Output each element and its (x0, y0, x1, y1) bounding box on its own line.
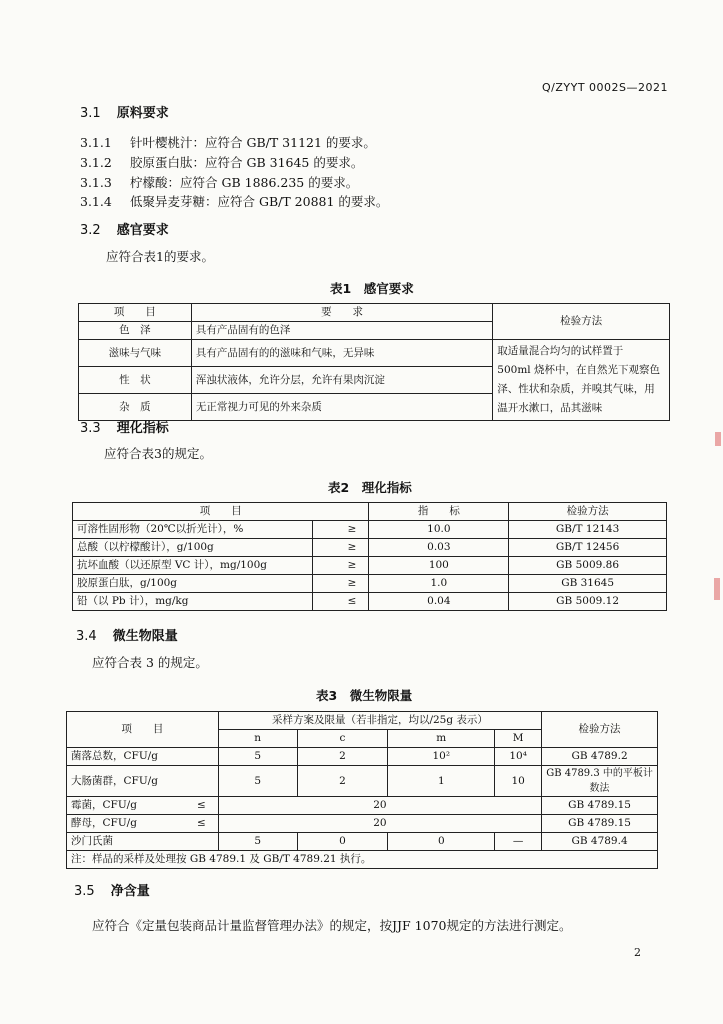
section-3-5-text: 应符合《定量包装商品计量监督管理办法》的规定，按JJF 1070规定的方法进行测定。 (92, 918, 572, 933)
section-3-1-heading (80, 102, 169, 121)
n-cell: 5 (218, 833, 297, 851)
method-line: 泽、性状和杂质，并嗅其气味，用 (497, 383, 655, 395)
subheader-n: n (218, 730, 297, 748)
item-cell: 胶原蛋白肽，g/100g (73, 575, 313, 593)
document-code: Q/ZYYT 0002S—2021 (542, 81, 669, 94)
stamp-edge-mark (714, 578, 720, 600)
table-row (73, 539, 667, 557)
section-number: 3.3 (80, 421, 101, 436)
section-3-5-heading (74, 880, 150, 899)
clause-number: 3.1.3 (80, 175, 112, 190)
table-row (67, 748, 658, 766)
table-1-sensory (78, 303, 670, 421)
method-cell: GB/T 12456 (509, 539, 667, 557)
table-note: 注：样品的采样及处理按 GB 4789.1 及 GB/T 4789.21 执行。 (67, 851, 658, 869)
clause-3-1-1 (80, 133, 376, 151)
section-3-4-text: 应符合表 3 的规定。 (92, 655, 208, 670)
requirement-cell: 具有产品固有的色泽 (191, 322, 492, 340)
table-row (73, 575, 667, 593)
value-cell: 10.0 (369, 521, 509, 539)
header-item: 项 目 (67, 712, 219, 748)
item-cell: 滋味与气味 (79, 340, 192, 367)
table-3-caption: 表3 微生物限量 (316, 688, 413, 703)
section-title: 原料要求 (116, 106, 169, 121)
clause-text: 低聚异麦芽糖：应符合 GB/T 20881 的要求。 (130, 194, 389, 209)
comparison-cell: ≥ (312, 521, 369, 539)
table-2-caption: 表2 理化指标 (328, 480, 412, 495)
M-cell: 10⁴ (495, 748, 542, 766)
comparison-cell: ≥ (312, 575, 369, 593)
table-row (73, 593, 667, 611)
header-index: 指 标 (369, 503, 509, 521)
subheader-M: M (495, 730, 542, 748)
c-cell: 2 (297, 748, 388, 766)
method-cell: GB 5009.12 (509, 593, 667, 611)
table-header-row (73, 503, 667, 521)
item-cell: 杂 质 (79, 394, 192, 421)
page-number: 2 (634, 946, 641, 959)
comparison-cell: ≤ (178, 815, 218, 833)
item-cell: 总酸（以柠檬酸计），g/100g (73, 539, 313, 557)
header-requirement: 要 求 (191, 304, 492, 322)
section-number: 3.2 (80, 223, 101, 238)
m-cell: 10² (388, 748, 495, 766)
value-cell: 100 (369, 557, 509, 575)
section-3-4-heading (76, 625, 178, 644)
section-number: 3.1 (80, 106, 101, 121)
m-cell: 1 (388, 766, 495, 797)
comparison-cell: ≥ (312, 557, 369, 575)
subheader-m: m (388, 730, 495, 748)
clause-3-1-4 (80, 192, 388, 210)
header-item: 项 目 (73, 503, 369, 521)
limit-cell: 20 (218, 797, 541, 815)
section-3-3-text: 应符合表3的规定。 (104, 446, 212, 461)
clause-3-1-3 (80, 173, 358, 191)
clause-number: 3.1.1 (80, 135, 112, 150)
table-3-microbial (66, 711, 658, 869)
table-row (67, 766, 658, 797)
M-cell: — (495, 833, 542, 851)
method-cell: GB 31645 (509, 575, 667, 593)
section-title: 感官要求 (116, 223, 169, 238)
header-method: 检验方法 (493, 304, 670, 340)
section-title: 理化指标 (116, 421, 169, 436)
comparison-cell: ≥ (312, 539, 369, 557)
header-method: 检验方法 (509, 503, 667, 521)
clause-text: 柠檬酸：应符合 GB 1886.235 的要求。 (130, 175, 359, 190)
method-cell: GB 4789.2 (542, 748, 658, 766)
section-3-2-heading (80, 219, 169, 238)
method-line: 500ml 烧杯中，在自然光下观察色 (497, 364, 660, 376)
requirement-cell: 具有产品固有的的滋味和气味，无异味 (191, 340, 492, 367)
item-cell: 色 泽 (79, 322, 192, 340)
header-item: 项 目 (79, 304, 192, 322)
section-title: 净含量 (110, 884, 150, 899)
item-cell: 酵母，CFU/g (67, 815, 179, 833)
table-1-caption: 表1 感官要求 (330, 281, 414, 296)
method-cell: GB 5009.86 (509, 557, 667, 575)
table-row (79, 340, 670, 367)
clause-number: 3.1.4 (80, 194, 112, 209)
n-cell: 5 (218, 766, 297, 797)
requirement-cell: 浑浊状液体，允许分层，允许有果肉沉淀 (191, 367, 492, 394)
item-cell: 沙门氏菌 (67, 833, 219, 851)
item-cell: 抗坏血酸（以还原型 VC 计），mg/100g (73, 557, 313, 575)
item-cell: 大肠菌群，CFU/g (67, 766, 219, 797)
M-cell: 10 (495, 766, 542, 797)
table-row (67, 833, 658, 851)
section-number: 3.4 (76, 629, 97, 644)
header-sampling-plan: 采样方案及限量（若非指定，均以/25g 表示） (218, 712, 541, 730)
section-number: 3.5 (74, 884, 95, 899)
n-cell: 5 (218, 748, 297, 766)
table-header-row (79, 304, 670, 322)
method-line: 取适量混合均匀的试样置于 (497, 345, 624, 357)
clause-text: 胶原蛋白肽：应符合 GB 31645 的要求。 (130, 155, 364, 170)
comparison-cell: ≤ (312, 593, 369, 611)
section-title: 微生物限量 (112, 629, 178, 644)
table-row (67, 797, 658, 815)
item-cell: 性 状 (79, 367, 192, 394)
c-cell: 2 (297, 766, 388, 797)
table-2-physicochemical (72, 502, 667, 611)
clause-text: 针叶樱桃汁：应符合 GB/T 31121 的要求。 (130, 135, 376, 150)
method-line: 温开水漱口，品其滋味 (497, 402, 603, 414)
value-cell: 1.0 (369, 575, 509, 593)
item-cell: 霉菌，CFU/g (67, 797, 179, 815)
value-cell: 0.03 (369, 539, 509, 557)
table-row (67, 815, 658, 833)
clause-number: 3.1.2 (80, 155, 112, 170)
method-cell: GB 4789.15 (542, 797, 658, 815)
table-row (73, 521, 667, 539)
method-cell: GB 4789.4 (542, 833, 658, 851)
subheader-c: c (297, 730, 388, 748)
table-note-row (67, 851, 658, 869)
method-cell (493, 340, 670, 421)
item-cell: 菌落总数，CFU/g (67, 748, 219, 766)
section-3-3-heading (80, 417, 169, 436)
table-header-row (67, 712, 658, 730)
item-cell: 可溶性固形物（20℃以折光计），% (73, 521, 313, 539)
method-cell: GB 4789.3 中的平板计数法 (542, 766, 658, 797)
m-cell: 0 (388, 833, 495, 851)
value-cell: 0.04 (369, 593, 509, 611)
header-method: 检验方法 (542, 712, 658, 748)
item-cell: 铅（以 Pb 计），mg/kg (73, 593, 313, 611)
section-3-2-text: 应符合表1的要求。 (106, 249, 214, 264)
requirement-cell: 无正常视力可见的外来杂质 (191, 394, 492, 421)
method-cell: GB 4789.15 (542, 815, 658, 833)
comparison-cell: ≤ (178, 797, 218, 815)
c-cell: 0 (297, 833, 388, 851)
stamp-edge-mark (715, 432, 721, 446)
table-row (73, 557, 667, 575)
limit-cell: 20 (218, 815, 541, 833)
method-cell: GB/T 12143 (509, 521, 667, 539)
clause-3-1-2 (80, 153, 363, 171)
